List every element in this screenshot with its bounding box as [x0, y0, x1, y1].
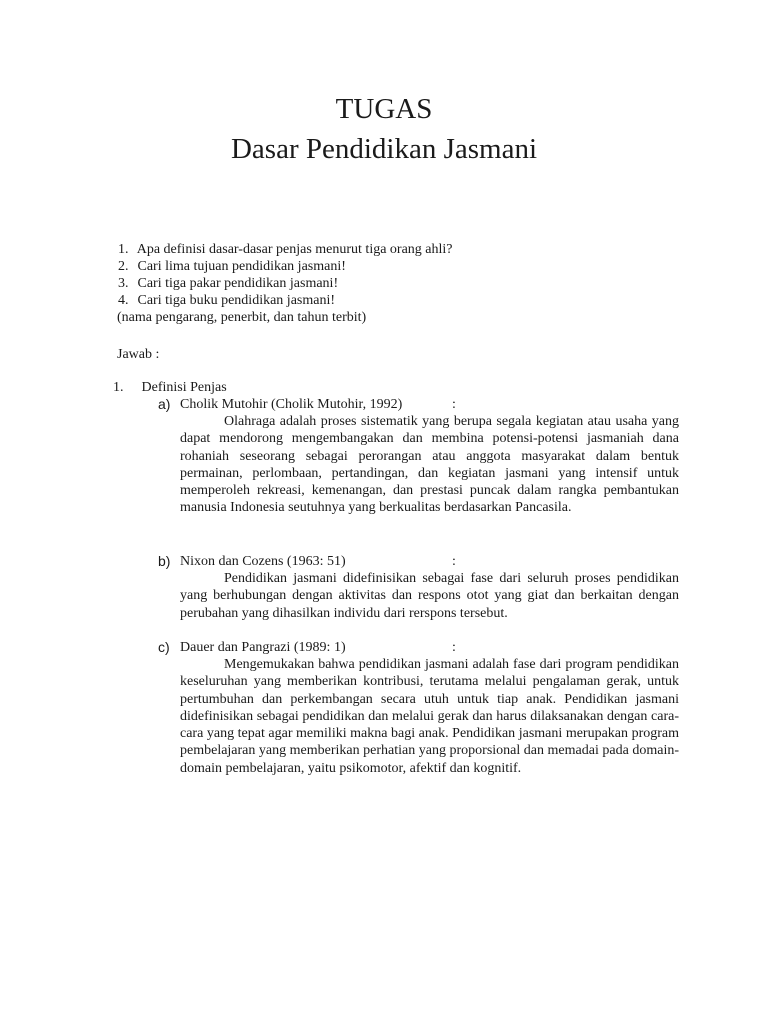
question-number: 2. [118, 259, 129, 274]
question-item [118, 275, 338, 292]
answer-label: Jawab : [117, 347, 160, 362]
definition-colon: : [452, 554, 456, 569]
document-subtitle: Dasar Pendidikan Jasmani [230, 133, 538, 165]
definition-letter: c) [158, 639, 170, 655]
definition-text: Olahraga adalah proses sistematik yang berupa segala kegiatan atau usaha yang dapat mendorong mengembangakan dan membina potensi-potensi jasmaniah dana rohaniah seseorang sebagai perorangan atau anggota masyarakat dalam bentuk permainan, perlombaan, pertandingan, dan kegiatan jasmani yang intensif untuk memperoleh rekreasi, kemenangan, dan prestasi puncak dalam rangka pembantukan manusia Indonesia seutuhnya yang berkualitas berdasarkan Pancasila. [180, 414, 679, 516]
question-number: 1. [118, 242, 129, 257]
question-text: Cari tiga pakar pendidikan jasmani! [137, 276, 339, 291]
definition-text: Mengemukakan bahwa pendidikan jasmani adalah fase dari program pendidikan keseluruhan yang memberikan kontribusi, terutama melalui pengalaman gerak, untuk pertumbuhan dan perkembangan secara utuh untuk tiap anak. Pendidikan jasmani didefinisikan sebagai pendidikan dan melalui gerak dan harus dilaksanakan dengan cara-cara yang tepat agar memiliki makna bagi anak. Pendidikan jasmani merupakan program pembelajaran yang memberikan perhatian yang proporsional dan memadai pada domain-domain pembelajaran, yaitu psikomotor, afektif dan kognitif. [180, 657, 679, 776]
definition-letter: b) [158, 553, 171, 569]
question-text: Apa definisi dasar-dasar penjas menurut tiga orang ahli? [136, 242, 453, 257]
definition-letter: a) [158, 396, 171, 412]
question-item [118, 241, 453, 258]
definition-text: Pendidikan jasmani didefinisikan sebagai fase dari seluruh proses pendidikan yang berhubungan dengan aktivitas dan respons otot yang giat dan berkaitan dengan perubahan yang dihasilkan individu dari rerspons tersebut. [180, 571, 679, 621]
question-item [118, 292, 335, 309]
question-number: 3. [118, 276, 129, 291]
definition-source: Cholik Mutohir (Cholik Mutohir, 1992) [180, 397, 403, 412]
definition-colon: : [452, 640, 456, 655]
section-number: 1. [113, 380, 124, 395]
definition-source: Dauer dan Pangrazi (1989: 1) [180, 640, 346, 655]
definition-colon: : [452, 397, 456, 412]
document-title: TUGAS [335, 93, 433, 125]
section-title: Definisi Penjas [141, 380, 227, 395]
question-text: Cari tiga buku pendidikan jasmani! [137, 293, 336, 308]
question-text: Cari lima tujuan pendidikan jasmani! [137, 259, 346, 274]
section-heading [113, 379, 227, 396]
question-number: 4. [118, 293, 129, 308]
question-note: (nama pengarang, penerbit, dan tahun terbit) [117, 310, 367, 325]
question-item [118, 258, 346, 275]
definition-source: Nixon dan Cozens (1963: 51) [180, 554, 346, 569]
